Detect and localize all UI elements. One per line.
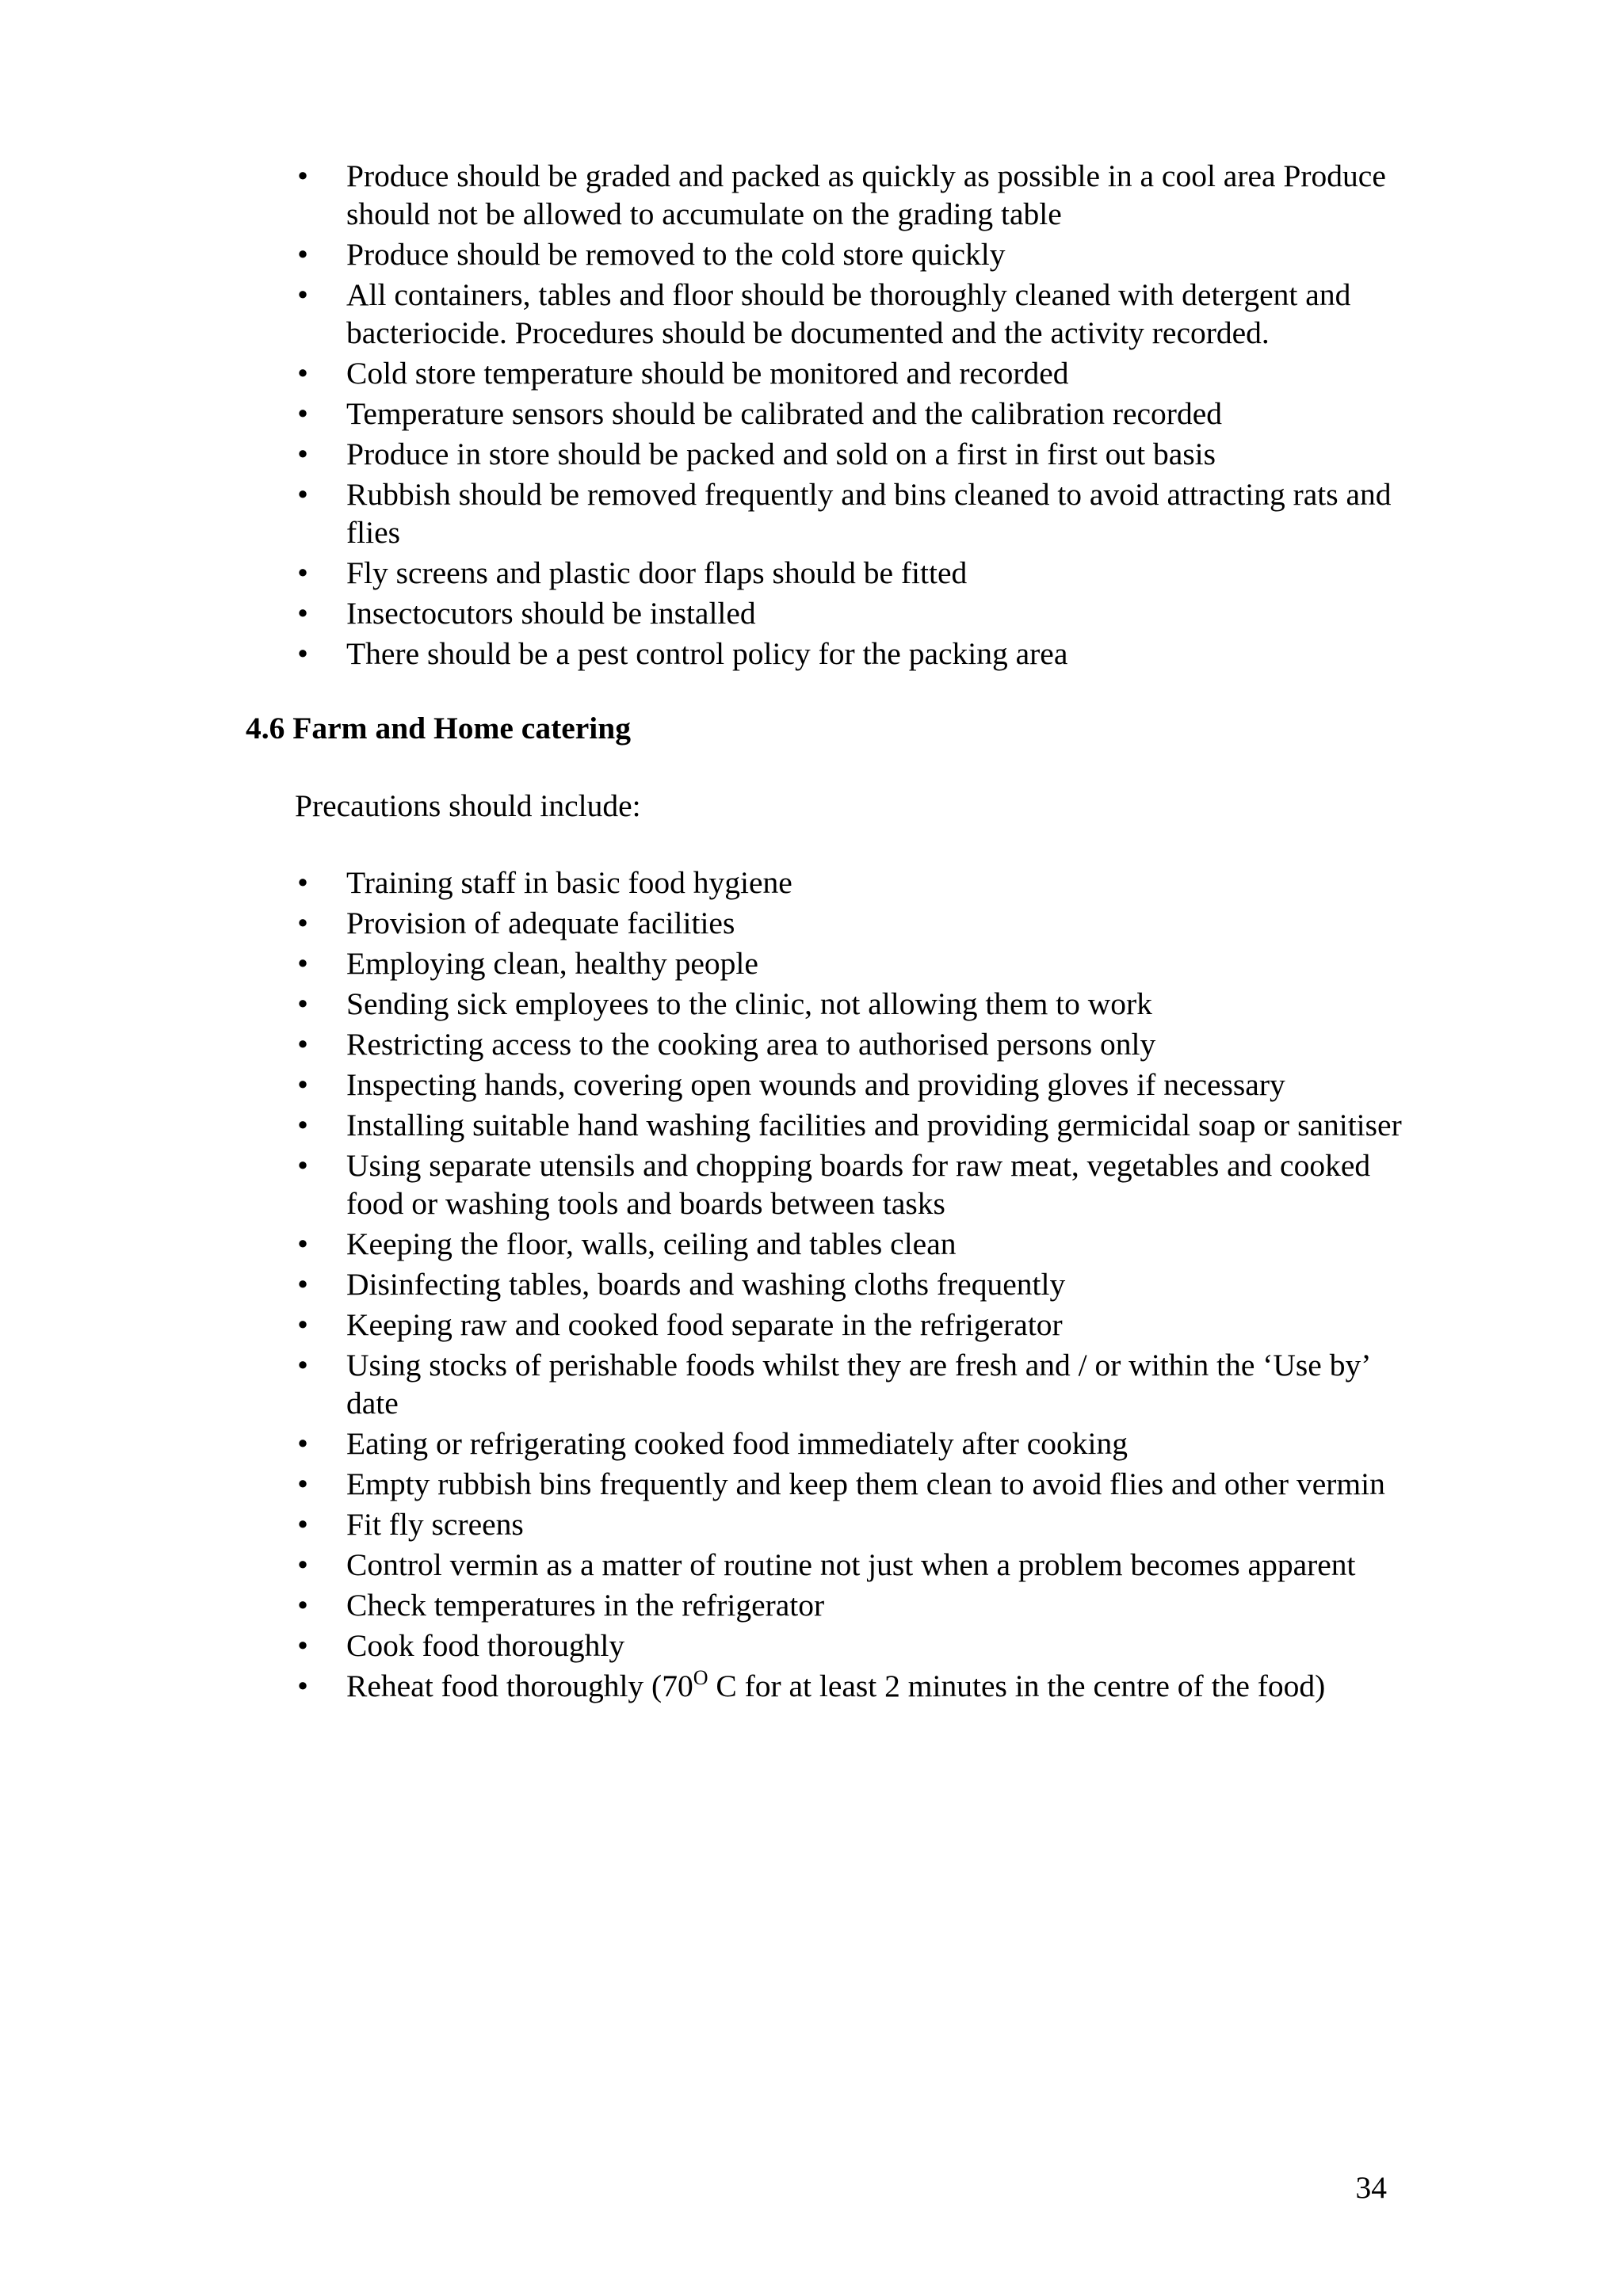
- list-item-text: All containers, tables and floor should be thoroughly cleaned with detergent and bacteriocide. Procedures should be documented and the activity recorded.: [346, 277, 1351, 350]
- list-item: [295, 395, 1404, 433]
- list-item: [295, 475, 1404, 551]
- list-item: [295, 1306, 1404, 1344]
- bullet-icon: •: [297, 1628, 308, 1663]
- list-item: [295, 1546, 1404, 1584]
- bullet-icon: •: [297, 1669, 308, 1703]
- list-item: [295, 594, 1404, 632]
- list-item-text: Rubbish should be removed frequently and bins cleaned to avoid attracting rats and flies: [346, 477, 1392, 550]
- bullet-icon: •: [297, 237, 308, 272]
- list-item: [295, 1225, 1404, 1263]
- bullet-icon: •: [297, 396, 308, 431]
- packing-precautions-list: [295, 157, 1404, 675]
- list-item: [295, 944, 1404, 982]
- list-item-text: Control vermin as a matter of routine not just when a problem becomes apparent: [346, 1547, 1356, 1582]
- degree-superscript: O: [693, 1666, 708, 1689]
- bullet-icon: •: [297, 1507, 308, 1542]
- list-item-text: Keeping raw and cooked food separate in the refrigerator: [346, 1307, 1063, 1342]
- list-item: [295, 904, 1404, 942]
- section-heading: 4.6 Farm and Home catering: [246, 711, 631, 746]
- bullet-icon: •: [297, 906, 308, 940]
- list-item: [295, 864, 1404, 902]
- list-item-text: Inspecting hands, covering open wounds and providing gloves if necessary: [346, 1067, 1285, 1102]
- list-item: [295, 1066, 1404, 1104]
- bullet-icon: •: [297, 1148, 308, 1183]
- list-item-text: Produce should be removed to the cold store quickly: [346, 237, 1006, 272]
- list-item-text: [346, 1666, 1326, 1703]
- list-item-text: Using stocks of perishable foods whilst they are fresh and / or within the ‘Use by’ date: [346, 1348, 1369, 1421]
- list-item: [295, 1586, 1404, 1624]
- list-item: [295, 1106, 1404, 1144]
- bullet-icon: •: [297, 1466, 308, 1501]
- bullet-icon: •: [297, 277, 308, 312]
- list-item-text: Empty rubbish bins frequently and keep them clean to avoid flies and other vermin: [346, 1466, 1385, 1501]
- list-item-text: Insectocutors should be installed: [346, 596, 756, 631]
- list-item: [295, 1146, 1404, 1222]
- list-item: [295, 1025, 1404, 1063]
- list-item: [295, 554, 1404, 592]
- list-item-text: There should be a pest control policy for the packing area: [346, 636, 1068, 671]
- list-item: [295, 635, 1404, 673]
- list-item-text: Restricting access to the cooking area to authorised persons only: [346, 1027, 1156, 1062]
- list-item: [295, 354, 1404, 392]
- list-item-text: Training staff in basic food hygiene: [346, 865, 792, 900]
- bullet-icon: •: [297, 1267, 308, 1302]
- list-item-text: Fly screens and plastic door flaps should be fitted: [346, 555, 968, 590]
- bullet-icon: •: [297, 1307, 308, 1342]
- page-number: 34: [1355, 2170, 1387, 2205]
- bullet-icon: •: [297, 356, 308, 391]
- list-item-text: Produce should be graded and packed as quickly as possible in a cool area Produce should not be allowed to accumulate on the grading table: [346, 158, 1386, 231]
- list-item: [295, 157, 1404, 233]
- list-item-text: Temperature sensors should be calibrated and the calibration recorded: [346, 396, 1222, 431]
- bullet-icon: •: [297, 946, 308, 981]
- bullet-icon: •: [297, 596, 308, 631]
- list-item-text: Installing suitable hand washing facilities and providing germicidal soap or sanitiser: [346, 1108, 1402, 1142]
- bullet-icon: •: [297, 986, 308, 1021]
- list-item: [295, 435, 1404, 473]
- bullet-icon: •: [297, 158, 308, 193]
- list-item-text: Employing clean, healthy people: [346, 946, 758, 981]
- list-item: [295, 1265, 1404, 1303]
- list-item-text: Cold store temperature should be monitored and recorded: [346, 356, 1069, 391]
- list-item-text: Keeping the floor, walls, ceiling and tables clean: [346, 1226, 957, 1261]
- reheat-text-before: Reheat food thoroughly (70: [346, 1669, 693, 1703]
- bullet-icon: •: [297, 1348, 308, 1383]
- list-item-text: Sending sick employees to the clinic, not allowing them to work: [346, 986, 1152, 1021]
- list-item-text: Produce in store should be packed and sold on a first in first out basis: [346, 437, 1216, 471]
- reheat-text-after: C for at least 2 minutes in the centre of the food): [708, 1669, 1326, 1703]
- bullet-icon: •: [297, 1226, 308, 1261]
- bullet-icon: •: [297, 555, 308, 590]
- list-item-text: Check temperatures in the refrigerator: [346, 1588, 825, 1623]
- list-item-text: Disinfecting tables, boards and washing cloths frequently: [346, 1267, 1066, 1302]
- list-item: [295, 276, 1404, 352]
- bullet-icon: •: [297, 477, 308, 512]
- list-item: [295, 235, 1404, 273]
- bullet-icon: •: [297, 1588, 308, 1623]
- bullet-icon: •: [297, 1426, 308, 1461]
- list-item: [295, 1667, 1404, 1705]
- catering-precautions-list: [295, 864, 1404, 1707]
- list-item-text: Fit fly screens: [346, 1507, 524, 1542]
- list-item-text: Eating or refrigerating cooked food immediately after cooking: [346, 1426, 1128, 1461]
- section-intro: Precautions should include:: [295, 788, 641, 823]
- list-item: [295, 1425, 1404, 1463]
- bullet-icon: •: [297, 1547, 308, 1582]
- list-item-text: Provision of adequate facilities: [346, 906, 735, 940]
- list-item: [295, 1505, 1404, 1543]
- list-item-text: Cook food thoroughly: [346, 1628, 625, 1663]
- list-item-text: Using separate utensils and chopping boards for raw meat, vegetables and cooked food or washing tools and boards between tasks: [346, 1148, 1371, 1221]
- list-item: [295, 1627, 1404, 1665]
- bullet-icon: •: [297, 1108, 308, 1142]
- bullet-icon: •: [297, 1067, 308, 1102]
- list-item: [295, 1465, 1404, 1503]
- list-item: [295, 1346, 1404, 1422]
- list-item: [295, 985, 1404, 1023]
- bullet-icon: •: [297, 636, 308, 671]
- bullet-icon: •: [297, 437, 308, 471]
- bullet-icon: •: [297, 1027, 308, 1062]
- bullet-icon: •: [297, 865, 308, 900]
